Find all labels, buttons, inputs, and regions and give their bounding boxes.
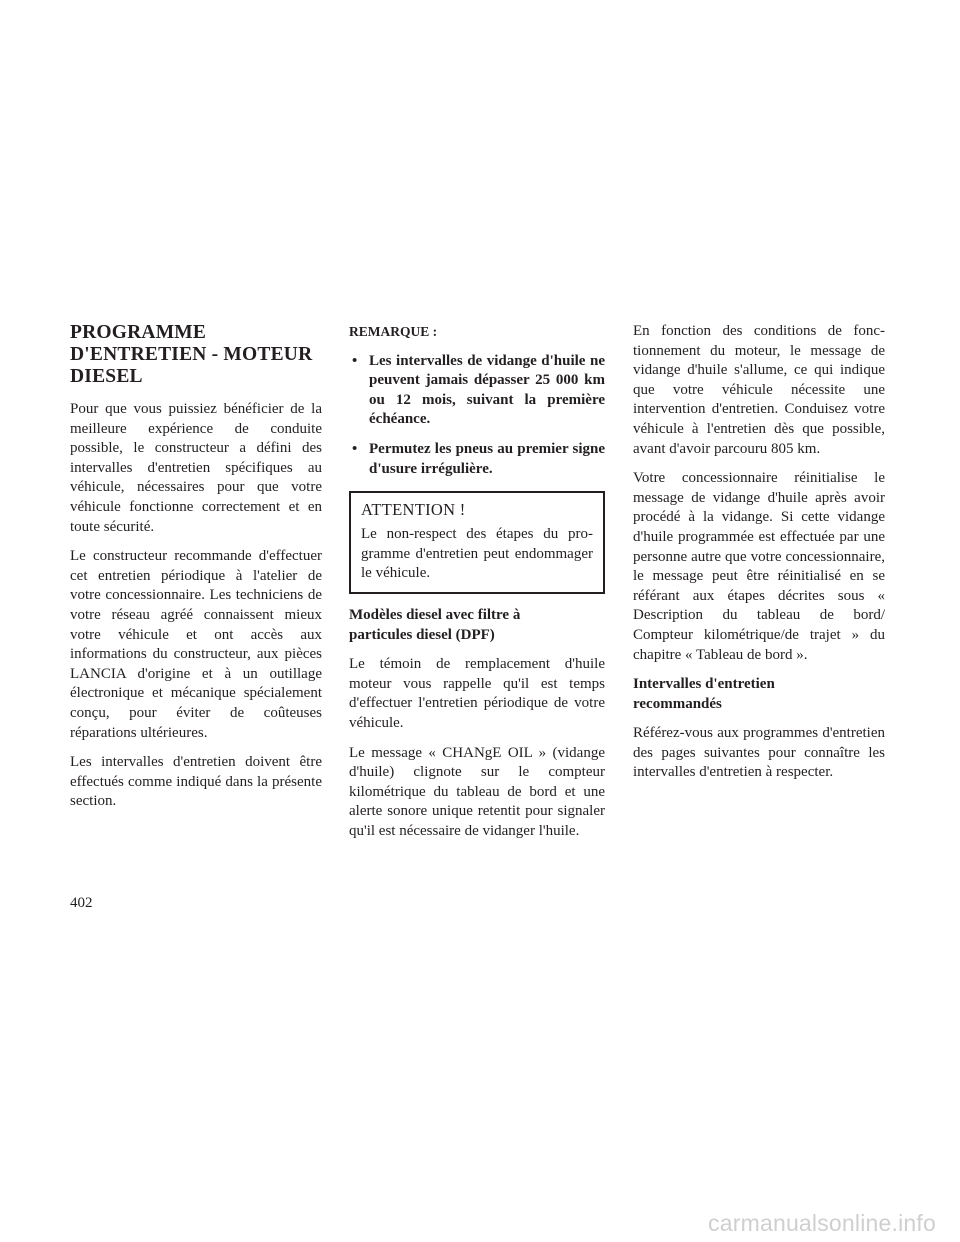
subheading-recommended-intervals — [633, 675, 885, 714]
watermark: carmanualsonline.info — [708, 1210, 936, 1236]
paragraph-intervals: Les intervalles d'entretien doivent être effectués comme indiqué dans la présente section. — [70, 754, 322, 810]
subheading-line: recommandés — [633, 695, 722, 712]
paragraph-dealer: Le constructeur recommande d'effectuer cet entretien périodique à l'atelier de votre concessionnaire. Les techniciens de votre réseau agréé connaissent mieux votre véhicule et ont accès aux informations du constructeur, aux pièces LANCIA d'origine et à un outillage électronique et mécanique spécialement conçu, pour éviter de coûteuses réparations ultérieures. — [70, 548, 322, 741]
column-right — [633, 322, 885, 793]
warning-text: Le non-respect des étapes du programme d'entretien peut endommager le véhicule. — [361, 526, 593, 582]
column-left — [70, 322, 322, 822]
paragraph-intro: Pour que vous puissiez bénéficier de la meilleure expérience de conduite possible, le constructeur a défini des intervalles d'entretien spécifiques au véhicule, nécessaires pour que votre véhicule fonctionne correctement et en toute sécurité. — [70, 401, 322, 535]
subheading-line: Intervalles d'entretien — [633, 676, 775, 693]
heading-line: D'ENTRETIEN - MOTEUR — [70, 344, 313, 365]
paragraph-reset-message: Votre concessionnaire réinitialise le message de vidange d'huile après avoir procédé à la vidange. Si cette vidange d'huile programmée est effectuée par une personne autre que votre concessionnaire, le message peut être réinitialisé en se référant aux étapes décrites sous « Description du tableau de bord/ Compteur kilométrique/de trajet » du chapitre « Tableau de bord ». — [633, 470, 885, 663]
bullet-text: Permutez les pneus au premier signe d'usure irrégulière. — [369, 440, 605, 477]
warning-box — [349, 491, 605, 594]
subheading-line: Modèles diesel avec filtre à — [349, 606, 521, 623]
paragraph-oil-message-conditions: En fonction des conditions de fonctionnement du moteur, le message de vidange d'huile s'allume, ce qui indique que votre véhicule nécessite une intervention d'entretien. Conduisez votre véhicule à l'entretien dès que possible, avant d'avoir parcouru 805 km. — [633, 323, 885, 457]
bullet-text: Les intervalles de vidange d'huile ne peuvent jamais dépasser 25 000 km ou 12 mois, suivant la première échéance. — [369, 352, 605, 428]
note-bullet-item — [349, 440, 605, 479]
note-bullet-list — [349, 352, 605, 480]
column-middle — [349, 322, 605, 851]
note-label: REMARQUE : — [349, 324, 438, 339]
subheading-line: particules diesel (DPF) — [349, 626, 495, 643]
section-heading — [70, 322, 322, 388]
page-number: 402 — [70, 895, 93, 911]
bullet-icon: • — [352, 352, 358, 369]
heading-line: PROGRAMME — [70, 322, 207, 343]
subheading-dpf — [349, 606, 605, 645]
paragraph-refer-schedules: Référez-vous aux programmes d'entretien des pages suivantes pour connaître les intervalles d'entretien à respecter. — [633, 725, 885, 781]
note-bullet-item — [349, 352, 605, 430]
paragraph-oil-indicator: Le témoin de remplacement d'huile moteur vous rappelle qu'il est temps d'effectuer l'entretien périodique de votre véhicule. — [349, 656, 605, 731]
paragraph-change-oil-message: Le message « CHANgE OIL » (vidange d'huile) clignote sur le compteur kilométrique du tableau de bord et une alerte sonore unique retentit pour signaler qu'il est nécessaire de vidanger l'huile. — [349, 744, 605, 839]
warning-title: ATTENTION ! — [361, 500, 466, 520]
bullet-icon: • — [352, 440, 358, 457]
heading-line: DIESEL — [70, 366, 143, 387]
